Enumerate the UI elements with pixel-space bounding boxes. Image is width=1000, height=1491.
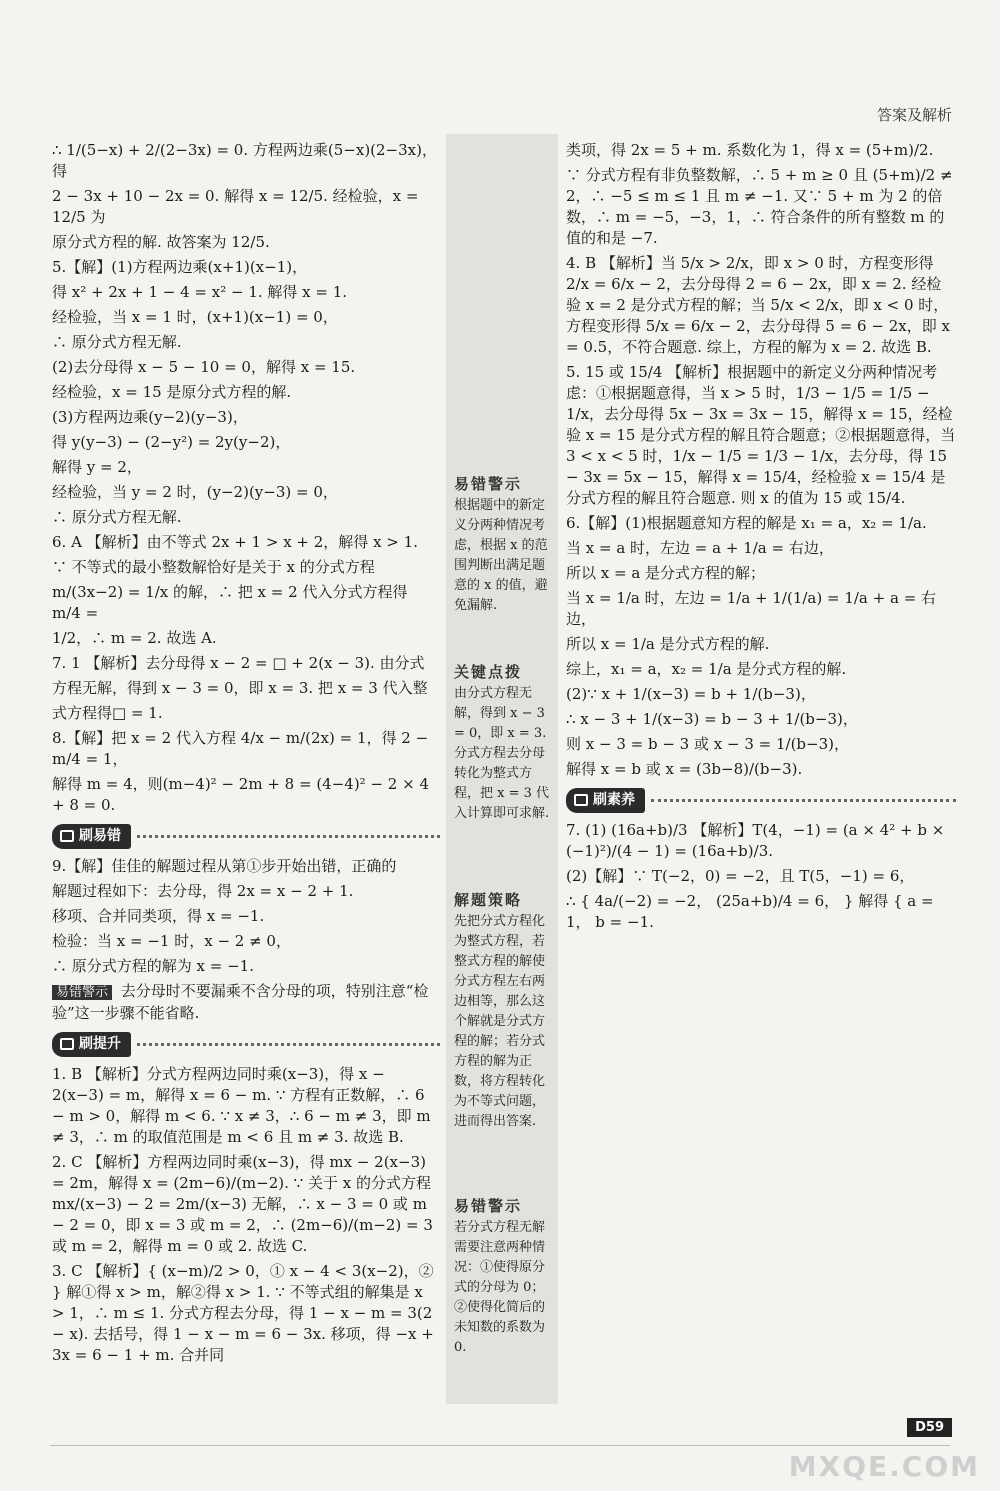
side-note-title: 解题策略 (454, 891, 523, 909)
text-line: 类项，得 2x = 5 + m. 系数化为 1，得 x = (5+m)/2. (566, 141, 934, 159)
warning-text: 去分母时不要漏乘不含分母的项，特别注意“检验”这一步骤不能省略. (52, 982, 429, 1022)
section-badge (566, 788, 645, 813)
warning-note (52, 981, 440, 1024)
page-number: D59 (907, 1418, 952, 1437)
text-line: 当 x = a 时，左边 = a + 1/a = 右边， (566, 539, 834, 557)
section-yicuo (52, 824, 440, 848)
right2-lines (566, 820, 956, 933)
text-line: (2)∵ x + 1/(x−3) = b + 1/(b−3)， (566, 685, 816, 703)
side-note-title: 易错警示 (454, 1197, 523, 1215)
watermark: MXQE.COM (788, 1450, 980, 1483)
section-label: 刷提升 (79, 1035, 121, 1052)
text-line: 得 x² + 2x + 1 − 4 = x² − 1. 解得 x = 1. (52, 283, 348, 301)
text-line: 当 x = 1/a 时，左边 = 1/a + 1/(1/a) = 1/a + a = 右边， (566, 589, 937, 628)
text-line: 得 y(y−3) − (2−y²) = 2y(y−2)， (52, 433, 291, 451)
text-line: 7. (1) (16a+b)/3 【解析】T(4，−1) = (a × 4² + b × (−1)²)/(4 − 1) = (16a+b)/3. (566, 821, 945, 860)
text-line: 5.【解】(1)方程两边乘(x+1)(x−1)， (52, 258, 308, 276)
text-line: 经检验，当 y = 2 时，(y−2)(y−3) = 0， (52, 483, 338, 501)
section-suyang (566, 788, 956, 812)
text-line: 解得 m = 4，则(m−4)² − 2m + 8 = (4−4)² − 2 × 4 + 8 = 0. (52, 775, 429, 814)
section-label: 刷易错 (79, 827, 121, 844)
text-line: ∴ 原分式方程无解. (52, 508, 182, 526)
section-badge (52, 824, 131, 849)
text-line: ∴ 1/(5−x) + 2/(2−3x) = 0. 方程两边乘(5−x)(2−3x)，得 (52, 141, 437, 180)
text-line: 所以 x = a 是分式方程的解； (566, 564, 766, 582)
text-line: m/(3x−2) = 1/x 的解，∴ 把 x = 2 代入分式方程得 m/4 = (52, 583, 408, 622)
text-line: ∴ 原分式方程无解. (52, 333, 182, 351)
text-line: 经检验，当 x = 1 时，(x+1)(x−1) = 0， (52, 308, 338, 326)
side-note-title: 关键点拨 (454, 663, 523, 681)
text-line: 2. C 【解析】方程两边同时乘(x−3)，得 mx − 2(x−3) = 2m，解得 x = (2m−6)/(m−2). ∵ 关于 x 的分式方程 mx/(x−3) − 2 = 2m/(x−3) 无解，∴ x − 3 = 0 或 m − 2 = 0，即 x = 3 或 m = 2，∴ (2m−6)/(m−2) = 3 或 m = 2，解得 m = 0 或 2. 故选 C. (52, 1153, 433, 1255)
left2-lines (52, 856, 440, 977)
book-icon (574, 794, 588, 806)
side-note (454, 890, 550, 1132)
text-line: 7. 1 【解析】去分母得 x − 2 = □ + 2(x − 3). 由分式 (52, 654, 425, 672)
text-line: 方程无解，得到 x − 3 = 0，即 x = 3. 把 x = 3 代入整 (52, 679, 428, 697)
text-line: (2)去分母得 x − 5 − 10 = 0，解得 x = 15. (52, 358, 356, 376)
section-dots (651, 799, 956, 802)
header-title: 答案及解析 (876, 106, 952, 124)
text-line: 综上，x₁ = a，x₂ = 1/a 是分式方程的解. (566, 660, 847, 678)
side-note (454, 474, 550, 616)
section-dots (137, 835, 440, 838)
side-note-title: 易错警示 (454, 475, 523, 493)
text-line: 解题过程如下：去分母，得 2x = x − 2 + 1. (52, 882, 354, 900)
side-notes (446, 134, 558, 1404)
side-note-text: 先把分式方程化为整式方程，若整式方程的解使分式方程左右两边相等，那么这个解就是分式方程的解；若分式方程的解为正数，将方程转化为不等式问题，进而得出答案. (454, 914, 546, 1129)
text-line: 4. B 【解析】当 5/x > 2/x，即 x > 0 时，方程变形得 2/x = 6/x − 2，去分母得 2 = 6 − 2x，即 x = 2. 经检验 x = 2 是分式方程的解；当 5/x < 2/x，即 x < 0 时，方程变形得 5/x = 6/x − 2，去分母得 5 = 6 − 2x，即 x = 0.5，不符合题意. 综上，方程的解为 x = 2. 故选 B. (566, 254, 950, 356)
left-column (52, 140, 440, 1370)
text-line: 解得 x = b 或 x = (3b−8)/(b−3). (566, 760, 803, 778)
text-line: 6. A 【解析】由不等式 2x + 1 > x + 2，解得 x > 1. (52, 533, 418, 551)
text-line: 式方程得□ = 1. (52, 704, 163, 722)
text-line: 检验：当 x = −1 时，x − 2 ≠ 0， (52, 932, 291, 950)
text-line: ∴ { 4a/(−2) = −2， (25a+b)/4 = 6， } 解得 { a = 1， b = −1. (566, 892, 934, 931)
book-icon (60, 1038, 74, 1050)
footer-rule (50, 1445, 950, 1446)
text-line: 2 − 3x + 10 − 2x = 0. 解得 x = 12/5. 经检验，x = 12/5 为 (52, 187, 419, 226)
text-line: ∴ 原分式方程的解为 x = −1. (52, 957, 254, 975)
text-line: 原分式方程的解. 故答案为 12/5. (52, 233, 270, 251)
text-line: 8.【解】把 x = 2 代入方程 4/x − m/(2x) = 1，得 2 − m/4 = 1， (52, 729, 429, 768)
section-label: 刷素养 (593, 791, 635, 808)
left-lines (52, 140, 440, 816)
left3-lines (52, 1064, 440, 1366)
text-line: 1. B 【解析】分式方程两边同时乘(x−3)，得 x − 2(x−3) = m，解得 x = 6 − m. ∵ 方程有正数解，∴ 6 − m > 0，解得 m < 6. ∵ x ≠ 3，∴ 6 − m ≠ 3，即 m ≠ 3，∴ m 的取值范围是 m < 6 且 m ≠ 3. 故选 B. (52, 1065, 431, 1146)
side-note (454, 662, 550, 824)
text-line: 则 x − 3 = b − 3 或 x − 3 = 1/(b−3)， (566, 735, 849, 753)
text-line: ∴ x − 3 + 1/(x−3) = b − 3 + 1/(b−3)， (566, 710, 858, 728)
text-line: 移项、合并同类项，得 x = −1. (52, 907, 265, 925)
text-line: 1/2，∴ m = 2. 故选 A. (52, 629, 217, 647)
text-line: ∵ 不等式的最小整数解恰好是关于 x 的分式方程 (52, 558, 375, 576)
text-line: 9.【解】佳佳的解题过程从第①步开始出错，正确的 (52, 857, 397, 875)
text-line: 解得 y = 2， (52, 458, 142, 476)
text-line: 6.【解】(1)根据题意知方程的解是 x₁ = a，x₂ = 1/a. (566, 514, 927, 532)
side-note-text: 由分式方程无解，得到 x − 3 = 0，即 x = 3. 分式方程去分母转化为整式方程，把 x = 3 代入计算即可求解. (454, 686, 550, 821)
text-line: (3)方程两边乘(y−2)(y−3)， (52, 408, 248, 426)
warning-tag: 易错警示 (52, 985, 112, 1000)
text-line: 3. C 【解析】{ (x−m)/2 > 0，① x − 4 < 3(x−2)，② } 解①得 x > m，解②得 x > 1. ∵ 不等式组的解集是 x > 1，∴ m ≤ 1. 分式方程去分母，得 1 − x − m = 3(2 − x). 去括号，得 1 − x − m = 6 − 3x. 移项，得 −x + 3x = 6 − 1 + m. 合并同 (52, 1262, 434, 1364)
section-badge (52, 1032, 131, 1057)
side-note-text: 根据题中的新定义分两种情况考虑，根据 x 的范围判断出满足题意的 x 的值，避免漏解. (454, 498, 548, 613)
side-note (454, 1196, 550, 1358)
text-line: 经检验，x = 15 是原分式方程的解. (52, 383, 292, 401)
text-line: 5. 15 或 15/4 【解析】根据题中的新定义分两种情况考虑：①根据题意得，当 x > 5 时，1/3 − 1/5 = 1/5 − 1/x，去分母得 5x − 3x = 3x − 15，解得 x = 15，经检验 x = 15 是分式方程的解且符合题意；②根据题意得，当 3 < x < 5 时，1/x − 1/5 = 1/3 − 1/x，去分母，得 15 − 3x = 5x − 15，解得 x = 15/4，经检验 x = 15/4 是分式方程的解且符合题意. 则 x 的值为 15 或 15/4. (566, 363, 956, 507)
section-dots (137, 1043, 440, 1046)
book-icon (60, 830, 74, 842)
section-tisheng (52, 1032, 440, 1056)
text-line: 所以 x = 1/a 是分式方程的解. (566, 635, 770, 653)
right-lines (566, 140, 956, 780)
side-note-text: 若分式方程无解需要注意两种情况：①使得原分式的分母为 0；②使得化简后的未知数的系数为 0. (454, 1220, 546, 1355)
text-line: (2)【解】∵ T(−2，0) = −2，且 T(5，−1) = 6， (566, 867, 915, 885)
right-column (566, 140, 956, 937)
text-line: ∵ 分式方程有非负整数解，∴ 5 + m ≥ 0 且 (5+m)/2 ≠ 2，∴ −5 ≤ m ≤ 1 且 m ≠ −1. 又∵ 5 + m 为 2 的倍数，∴ m = −5，−3，1，∴ 符合条件的所有整数 m 的值的和是 −7. (566, 166, 953, 247)
